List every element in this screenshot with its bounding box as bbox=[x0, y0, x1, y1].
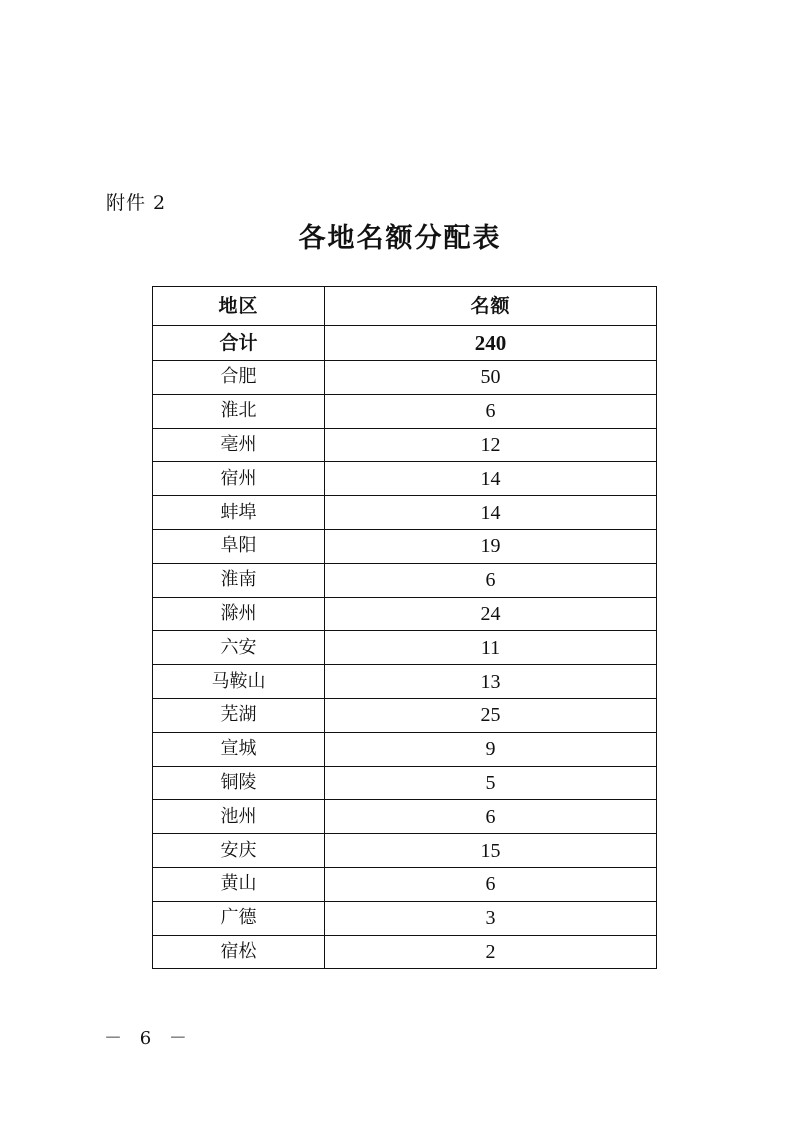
quota-cell: 13 bbox=[325, 665, 657, 699]
region-cell: 阜阳 bbox=[153, 529, 325, 563]
page-number: － 6 － bbox=[104, 1028, 193, 1049]
region-cell: 合肥 bbox=[153, 361, 325, 395]
region-cell: 马鞍山 bbox=[153, 665, 325, 699]
region-cell: 宣城 bbox=[153, 732, 325, 766]
attachment-label: 附件 2 bbox=[106, 192, 167, 214]
table-row bbox=[153, 665, 657, 699]
region-cell: 黄山 bbox=[153, 867, 325, 901]
total-value: 240 bbox=[325, 326, 657, 361]
region-cell: 蚌埠 bbox=[153, 496, 325, 530]
quota-cell: 14 bbox=[325, 462, 657, 496]
region-cell: 亳州 bbox=[153, 428, 325, 462]
region-cell: 宿州 bbox=[153, 462, 325, 496]
region-cell: 安庆 bbox=[153, 834, 325, 868]
quota-cell: 6 bbox=[325, 800, 657, 834]
table-row bbox=[153, 361, 657, 395]
region-cell: 芜湖 bbox=[153, 698, 325, 732]
table-row bbox=[153, 597, 657, 631]
table-row bbox=[153, 462, 657, 496]
region-cell: 滁州 bbox=[153, 597, 325, 631]
region-cell: 铜陵 bbox=[153, 766, 325, 800]
table-row bbox=[153, 800, 657, 834]
region-cell: 六安 bbox=[153, 631, 325, 665]
table-row bbox=[153, 766, 657, 800]
table-row bbox=[153, 834, 657, 868]
quota-cell: 2 bbox=[325, 935, 657, 969]
quota-cell: 11 bbox=[325, 631, 657, 665]
region-cell: 淮南 bbox=[153, 563, 325, 597]
table-row bbox=[153, 867, 657, 901]
table-row bbox=[153, 901, 657, 935]
quota-cell: 6 bbox=[325, 867, 657, 901]
table-row bbox=[153, 935, 657, 969]
quota-cell: 25 bbox=[325, 698, 657, 732]
table-row bbox=[153, 496, 657, 530]
header-region: 地区 bbox=[153, 287, 325, 326]
quota-cell: 14 bbox=[325, 496, 657, 530]
document-title: 各地名额分配表 bbox=[298, 223, 502, 254]
quota-cell: 3 bbox=[325, 901, 657, 935]
quota-cell: 24 bbox=[325, 597, 657, 631]
table-row bbox=[153, 428, 657, 462]
table-row bbox=[153, 563, 657, 597]
table-row bbox=[153, 732, 657, 766]
region-cell: 宿松 bbox=[153, 935, 325, 969]
total-label: 合计 bbox=[153, 326, 325, 361]
header-quota: 名额 bbox=[325, 287, 657, 326]
table-row bbox=[153, 529, 657, 563]
table-row bbox=[153, 698, 657, 732]
quota-cell: 50 bbox=[325, 361, 657, 395]
table-row bbox=[153, 394, 657, 428]
quota-cell: 5 bbox=[325, 766, 657, 800]
quota-cell: 6 bbox=[325, 394, 657, 428]
region-cell: 池州 bbox=[153, 800, 325, 834]
total-row bbox=[153, 326, 657, 361]
quota-cell: 9 bbox=[325, 732, 657, 766]
region-cell: 淮北 bbox=[153, 394, 325, 428]
quota-allocation-table bbox=[152, 286, 657, 969]
region-cell: 广德 bbox=[153, 901, 325, 935]
quota-cell: 12 bbox=[325, 428, 657, 462]
quota-cell: 15 bbox=[325, 834, 657, 868]
table-header-row bbox=[153, 287, 657, 326]
table-row bbox=[153, 631, 657, 665]
quota-cell: 19 bbox=[325, 529, 657, 563]
quota-cell: 6 bbox=[325, 563, 657, 597]
